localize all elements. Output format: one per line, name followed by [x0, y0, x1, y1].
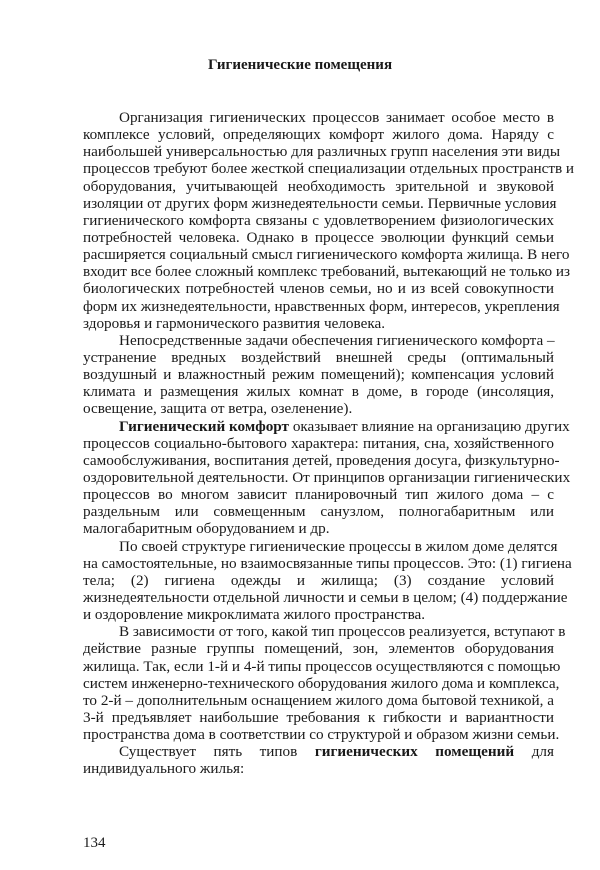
line-text: устранение вредных воздействий внешней среды (оптимальный	[83, 348, 554, 366]
line-text: гигиенического комфорта связаны с удовлетворением физиологических	[83, 211, 554, 229]
line-text: расширяется социальный смысл гигиенического комфорта жилища. В него	[83, 246, 570, 264]
line-text: жизнедеятельности отдельной личности и семьи в целом; (4) поддержание	[83, 588, 568, 606]
text-line	[83, 383, 554, 400]
text-line	[83, 606, 554, 623]
line-text: систем инженерно-технического оборудования жилого дома и комплекса,	[83, 674, 560, 692]
line-text: малогабаритным оборудованием и др.	[83, 520, 330, 538]
line-text: входит все более сложный комплекс требований, вытекающий не только из	[83, 263, 570, 281]
text-line	[83, 709, 554, 726]
text-line	[83, 246, 570, 264]
text-line	[83, 109, 554, 126]
text-line	[83, 126, 554, 143]
text-line	[83, 640, 554, 657]
text-line	[83, 588, 568, 606]
line-text: биологических потребностей членов семьи, но и из всей совокупности	[83, 280, 554, 298]
page-number: 134	[83, 835, 106, 851]
text-line	[83, 315, 554, 332]
text-line	[83, 503, 554, 520]
text-line	[83, 760, 554, 777]
document-body	[83, 109, 575, 778]
line-text: действие разные группы помещений, зон, элементов оборудования	[83, 640, 554, 658]
text-line	[83, 726, 560, 744]
line-text: для	[514, 743, 554, 761]
line-text: самообслуживания, воспитания детей, проведения досуга, физкультурно-	[83, 451, 560, 469]
line-text: оздоровительной деятельности. От принципов организации гигиенических	[83, 468, 571, 486]
line-text: Организация гигиенических процессов занимает особое место в	[119, 109, 554, 126]
line-text: воздушный и влажностный режим помещений); компенсация условий	[83, 366, 554, 384]
paragraph	[83, 109, 575, 332]
bold-term: Гигиенический комфорт	[119, 417, 290, 435]
text-line	[83, 212, 554, 229]
text-line	[83, 537, 558, 555]
bold-term: гигиенических помещений	[314, 743, 515, 761]
text-line	[83, 743, 554, 760]
line-text: потребностей человека. Однако в процессе эволюции функций семьи	[83, 228, 554, 246]
text-line	[83, 332, 554, 349]
text-line	[83, 417, 570, 435]
paragraph	[83, 537, 572, 624]
text-line	[83, 435, 554, 452]
line-text: 3-й предъявляет наибольшие требования к гибкости и вариантности	[83, 708, 554, 726]
text-line	[83, 486, 554, 503]
text-line	[83, 143, 561, 161]
line-text: В зависимости от того, какой тип процессов реализуется, вступают в	[119, 623, 566, 641]
line-text: Существует пять типов	[119, 743, 315, 761]
text-line	[83, 692, 554, 709]
line-text: на самостоятельные, но взаимосвязанные типы процессов. Это: (1) гигиена	[83, 554, 572, 572]
text-line	[83, 554, 572, 572]
line-text: климата и размещения жилых комнат в доме, в городе (инсоляция,	[83, 383, 554, 401]
text-line	[83, 194, 557, 212]
line-text: индивидуального жилья:	[83, 760, 245, 778]
line-text: комплексе условий, определяющих комфорт жилого дома. Наряду с	[83, 126, 554, 144]
paragraph	[83, 743, 554, 777]
text-line	[83, 297, 560, 315]
text-line	[83, 263, 570, 281]
line-text: По своей структуре гигиенические процессы в жилом доме делятся	[119, 537, 558, 555]
text-line	[83, 572, 554, 589]
line-text: пространства дома в соответствии со структурой и образом жизни семьи.	[83, 726, 560, 744]
line-text: процессов социально-бытового характера: питания, сна, хозяйственного	[83, 434, 554, 452]
line-text: здоровья и гармонического развития человека.	[83, 314, 386, 332]
text-line	[83, 657, 561, 675]
line-text: и оздоровление микроклимата жилого пространства.	[83, 606, 426, 624]
line-text: процессов требуют более жесткой специализации отдельных пространств и	[83, 160, 575, 178]
text-line	[83, 366, 554, 383]
line-text: Непосредственные задачи обеспечения гигиенического комфорта –	[119, 331, 555, 349]
text-line	[83, 178, 554, 195]
text-line	[83, 229, 554, 246]
line-text: наибольшей универсальностью для различных групп населения эти виды	[83, 143, 561, 161]
text-line	[83, 280, 554, 297]
text-line	[83, 623, 566, 641]
text-line	[83, 451, 560, 469]
paragraph	[83, 332, 554, 418]
paragraph	[83, 623, 566, 744]
text-line	[83, 349, 554, 366]
line-text: оборудования, учитывающей необходимость зрительной и звуковой	[83, 177, 554, 195]
line-text: форм их жизнедеятельности, нравственных форм, интересов, укрепления	[83, 297, 560, 315]
page-title: Гигиенические помещения	[207, 57, 393, 73]
text-line	[83, 160, 575, 178]
line-text: изоляции от других форм жизнедеятельности семьи. Первичные условия	[83, 194, 557, 212]
text-line	[83, 674, 560, 692]
text-line	[83, 468, 571, 486]
line-text: раздельным или совмещенным санузлом, полногабаритным или	[83, 503, 554, 521]
text-line	[83, 400, 554, 417]
line-text: оказывает влияние на организацию других	[289, 417, 570, 435]
line-text: освещение, защита от ветра, озеленение).	[83, 400, 353, 418]
text-line	[83, 520, 554, 537]
line-text: процессов во многом зависит планировочный тип жилого дома – с	[83, 486, 554, 504]
line-text: жилища. Так, если 1-й и 4-й типы процессов осуществляются с помощью	[83, 657, 561, 675]
paragraph	[83, 417, 571, 538]
line-text: то 2-й – дополнительным оснащением жилого дома бытовой техникой, а	[83, 691, 554, 709]
line-text: тела; (2) гигиена одежды и жилища; (3) создание условий	[83, 571, 554, 589]
